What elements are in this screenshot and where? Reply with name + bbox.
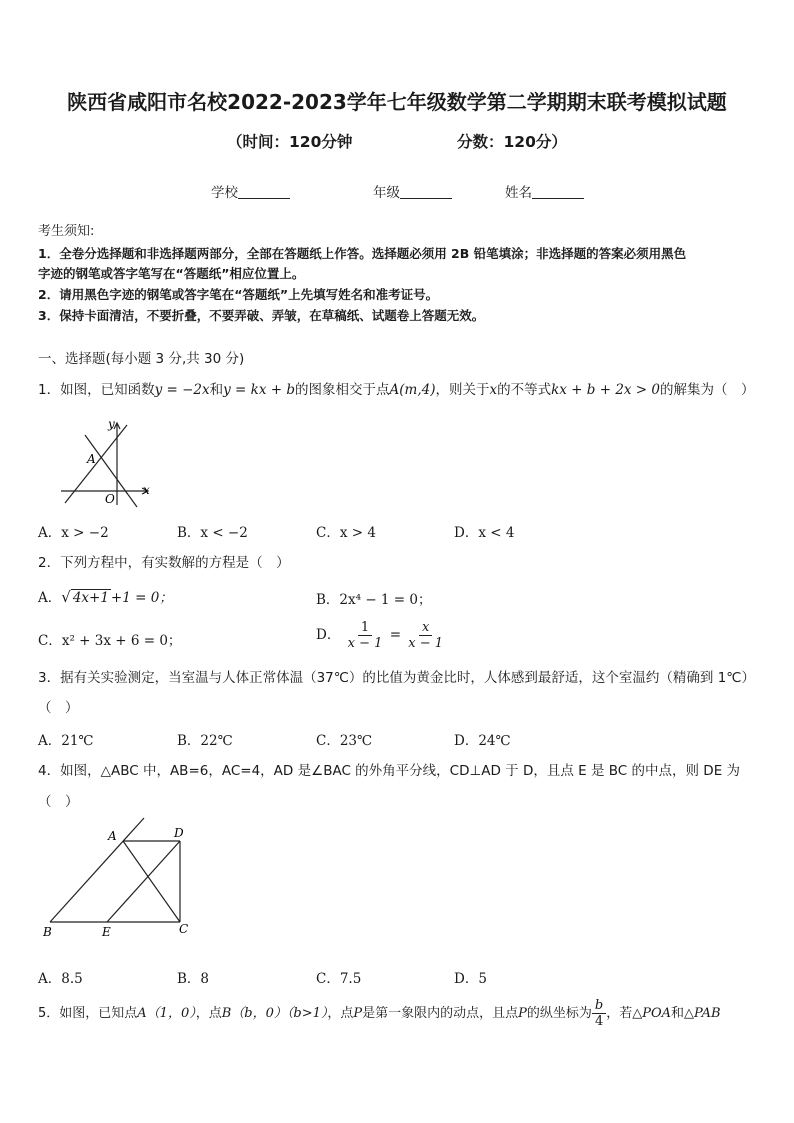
grade-field[interactable] (373, 181, 452, 201)
q5-fraction (592, 998, 606, 1029)
q2-option-b[interactable]: B．2x⁴ − 1 = 0； (316, 592, 432, 608)
q1-option-b[interactable]: B．x < −2 (177, 525, 248, 541)
q5-triangle-PAB: PAB (694, 1006, 721, 1021)
q4-segment-AC (123, 841, 180, 922)
q4-option-c[interactable]: C．7.5 (316, 971, 362, 987)
q2-option-d-fraction-2 (405, 620, 446, 651)
q4-option-b[interactable]: B．8 (177, 971, 210, 987)
q3-option-d[interactable]: D．24℃ (454, 733, 511, 749)
q1-point-A: A(m,4) (389, 382, 436, 398)
q1-label-O: O (105, 492, 115, 506)
q5-triangle-POA: POA (642, 1006, 672, 1021)
notice-heading: 考生须知: (38, 224, 95, 239)
notice-item-1b: 字迹的钢笔或答字笔写在“答题纸”相应位置上。 (38, 266, 305, 281)
q2-option-c[interactable]: C．x² + 3x + 6 = 0； (38, 633, 182, 649)
q5-text-3: ，点 (327, 1006, 354, 1021)
exam-title: 陕西省咸阳市名校2022-2023学年七年级数学第二学期期末联考模拟试题 (67, 90, 727, 114)
q1-text-1: 1．如图，已知函数 (38, 382, 155, 398)
q2-option-d-label: D． (316, 627, 341, 643)
q1-text-4: ，则关于 (435, 382, 490, 398)
school-label: 学校 (211, 185, 238, 201)
fraction-denominator: x − 1 (408, 636, 444, 651)
q5-text-5: 的纵坐标为 (526, 1006, 592, 1021)
question-3-stem: 3．据有关实验测定，当室温与人体正常体温（37℃）的比值为黄金比时，人体感到最舒适，这个室温约（精确到 1℃） (38, 670, 755, 686)
question-4-stem: 4．如图，△ABC 中，AB=6，AC=4，AD 是∠BAC 的外角平分线，CD⊥AD 于 D，且点 E 是 BC 的中点，则 DE 为 (38, 763, 741, 779)
q2-option-d-equals: = (389, 627, 401, 643)
q2-option-a[interactable] (38, 586, 173, 606)
q1-option-a[interactable]: A．x > −2 (38, 525, 109, 541)
question-5-stem (38, 998, 721, 1029)
grade-blank[interactable] (400, 184, 452, 199)
fraction-numerator: 1 (358, 620, 372, 636)
q1-text-5: 的不等式 (497, 382, 552, 398)
notice-item-3: 3．保持卡面清洁，不要折叠，不要弄破、弄皱，在草稿纸、试题卷上答题无效。 (38, 308, 485, 323)
q4-option-a[interactable]: A．8.5 (38, 971, 83, 987)
q4-label-E: E (102, 925, 111, 939)
q4-option-d[interactable]: D．5 (454, 971, 487, 987)
q1-equation-1: y = −2x (154, 382, 210, 398)
question-4-paren: （ ） (38, 794, 79, 810)
q4-label-D: D (174, 826, 184, 840)
q4-label-A: A (108, 829, 117, 843)
school-blank[interactable] (238, 184, 290, 199)
q5-text-7: 和△ (671, 1006, 695, 1021)
question-2-stem: 2．下列方程中，有实数解的方程是（ ） (38, 555, 290, 571)
notice-item-1a: 1．全卷分选择题和非选择题两部分，全部在答题纸上作答。选择题必须用 2B 铅笔填涂；非选择题的答案必须用黑色 (38, 246, 687, 261)
section-heading: 一、选择题(每小题 3 分,共 30 分) (38, 351, 245, 367)
q5-text-4: 是第一象限内的动点，且点 (362, 1006, 519, 1021)
q1-label-x: x (143, 483, 150, 497)
q2-option-d-fraction-1 (345, 620, 386, 651)
q1-equation-2: y = kx + b (223, 382, 295, 398)
exam-time: （时间：120分钟 (227, 133, 353, 151)
question-3-paren: （ ） (38, 700, 79, 716)
q1-option-c[interactable]: C．x > 4 (316, 525, 376, 541)
name-blank[interactable] (532, 184, 584, 199)
q5-point-A: A（1，0） (137, 1006, 196, 1021)
q2-option-a-rest: +1 = 0； (110, 590, 173, 606)
q1-text-6: 的解集为（ ） (660, 382, 755, 398)
q1-option-d[interactable]: D．x < 4 (454, 525, 515, 541)
name-field[interactable] (505, 181, 584, 201)
q5-point-P-2: P (518, 1006, 527, 1021)
q4-figure (40, 815, 200, 940)
q2-option-a-radicand: 4x+1 (72, 590, 109, 606)
q2-option-a-label: A． (38, 590, 62, 606)
sqrt-icon: √ (61, 588, 71, 606)
q5-text-6: ，若△ (606, 1006, 643, 1021)
q4-segment-ED (107, 841, 180, 922)
q1-text-2: 和 (209, 382, 224, 398)
fraction-numerator: b (592, 998, 606, 1014)
fraction-denominator: 4 (594, 1014, 604, 1029)
notice-item-2: 2．请用黑色字迹的钢笔或答字笔在“答题纸”上先填写姓名和准考证号。 (38, 287, 439, 302)
q1-variable: x (489, 382, 498, 398)
q5-text-1: 5．如图，已知点 (38, 1006, 138, 1021)
q4-line-BA-extended (50, 818, 144, 922)
q4-label-B: B (43, 925, 52, 939)
exam-score: 分数：120分） (457, 133, 567, 151)
q3-option-a[interactable]: A．21℃ (38, 733, 94, 749)
fraction-numerator: x (419, 620, 432, 636)
grade-label: 年级 (373, 185, 400, 201)
q1-label-y: y (108, 417, 115, 431)
question-1-stem (38, 378, 755, 398)
q1-label-A: A (87, 452, 96, 466)
fraction-denominator: x − 1 (347, 636, 383, 651)
q3-option-b[interactable]: B．22℃ (177, 733, 233, 749)
q5-point-B: B（b，0）（b>1） (221, 1006, 328, 1021)
q1-text-3: 的图象相交于点 (295, 382, 390, 398)
q5-point-P: P (353, 1006, 363, 1021)
q5-text-2: ，点 (195, 1006, 222, 1021)
school-field[interactable] (211, 181, 290, 201)
q2-option-d[interactable] (316, 620, 446, 651)
q1-figure (55, 415, 165, 510)
name-label: 姓名 (505, 185, 532, 201)
q1-inequality: kx + b + 2x > 0 (551, 382, 661, 398)
q4-label-C: C (179, 922, 189, 936)
q3-option-c[interactable]: C．23℃ (316, 733, 373, 749)
